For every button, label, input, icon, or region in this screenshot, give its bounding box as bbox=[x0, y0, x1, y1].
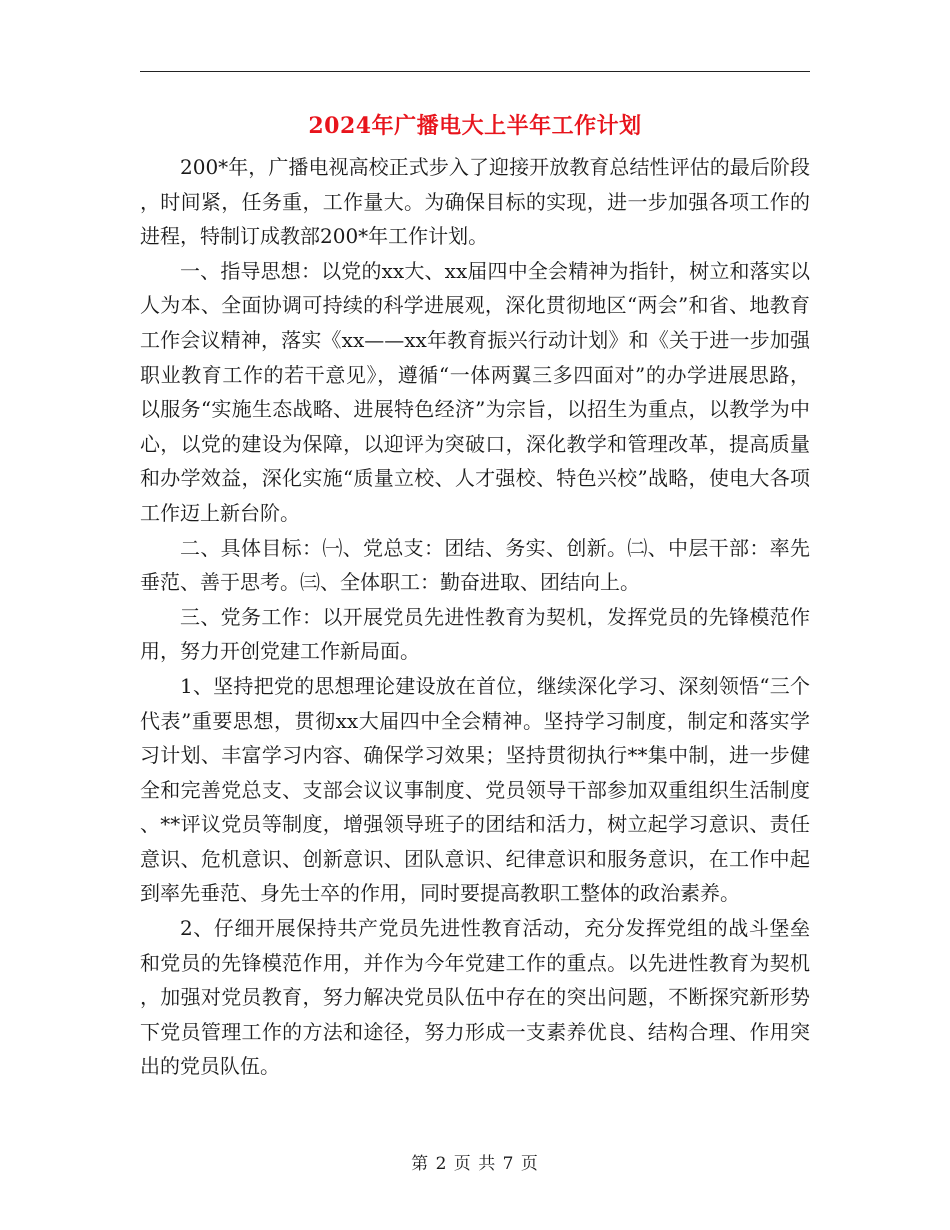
page-number: 第 2 页 共 7 页 bbox=[411, 1154, 539, 1174]
paragraph-item-1: 1、坚持把党的思想理论建设放在首位，继续深化学习、深刻领悟“三个代表”重要思想，贯彻xx大届四中全会精神。坚持学习制度，制定和落实学习计划、丰富学习内容、确保学习效果；坚持贯彻执行**集中制，进一步健全和完善党总支、支部会议议事制度、党员领导干部参加双重组织生活制度、**评议党员等制度，增强领导班子的团结和活力，树立起学习意识、责任意识、危机意识、创新意识、团队意识、纪律意识和服务意识，在工作中起到率先垂范、身先士卒的作用，同时要提高教职工整体的政治素养。 bbox=[140, 673, 810, 906]
paragraph-specific-goals: 二、具体目标：㈠、党总支：团结、务实、创新。㈡、中层干部：率先垂范、善于思考。㈢、全体职工：勤奋进取、团结向上。 bbox=[140, 535, 810, 595]
paragraph-guiding-ideology: 一、指导思想：以党的xx大、xx届四中全会精神为指针，树立和落实以人为本、全面协调可持续的科学进展观，深化贯彻地区“两会”和省、地教育工作会议精神，落实《xx——xx年教育振兴行动计划》和《关于进一步加强职业教育工作的若干意见》，遵循“一体两翼三多四面对”的办学进展思路，以服务“实施生态战略、进展特色经济”为宗旨，以招生为重点，以教学为中心，以党的建设为保障，以迎评为突破口，深化教学和管理改革，提高质量和办学效益，深化实施“质量立校、人才强校、特色兴校”战略，使电大各项工作迈上新台阶。 bbox=[140, 258, 810, 525]
document-body bbox=[140, 150, 810, 1084]
document-title: 2024年广播电大上半年工作计划 bbox=[308, 113, 642, 139]
header-rule bbox=[140, 71, 810, 72]
paragraph-party-affairs: 三、党务工作：以开展党员先进性教育为契机，发挥党员的先锋模范作用，努力开创党建工作新局面。 bbox=[140, 604, 810, 664]
paragraph-item-2: 2、仔细开展保持共产党员先进性教育活动，充分发挥党组的战斗堡垒和党员的先锋模范作用，并作为今年党建工作的重点。以先进性教育为契机，加强对党员教育，努力解决党员队伍中存在的突出问题，不断探究新形势下党员管理工作的方法和途径，努力形成一支素养优良、结构合理、作用突出的党员队伍。 bbox=[140, 916, 810, 1079]
paragraph-intro: 200*年，广播电视高校正式步入了迎接开放教育总结性评估的最后阶段，时间紧，任务重，工作量大。为确保目标的实现，进一步加强各项工作的进程，特制订成教部200*年工作计划。 bbox=[140, 155, 810, 249]
